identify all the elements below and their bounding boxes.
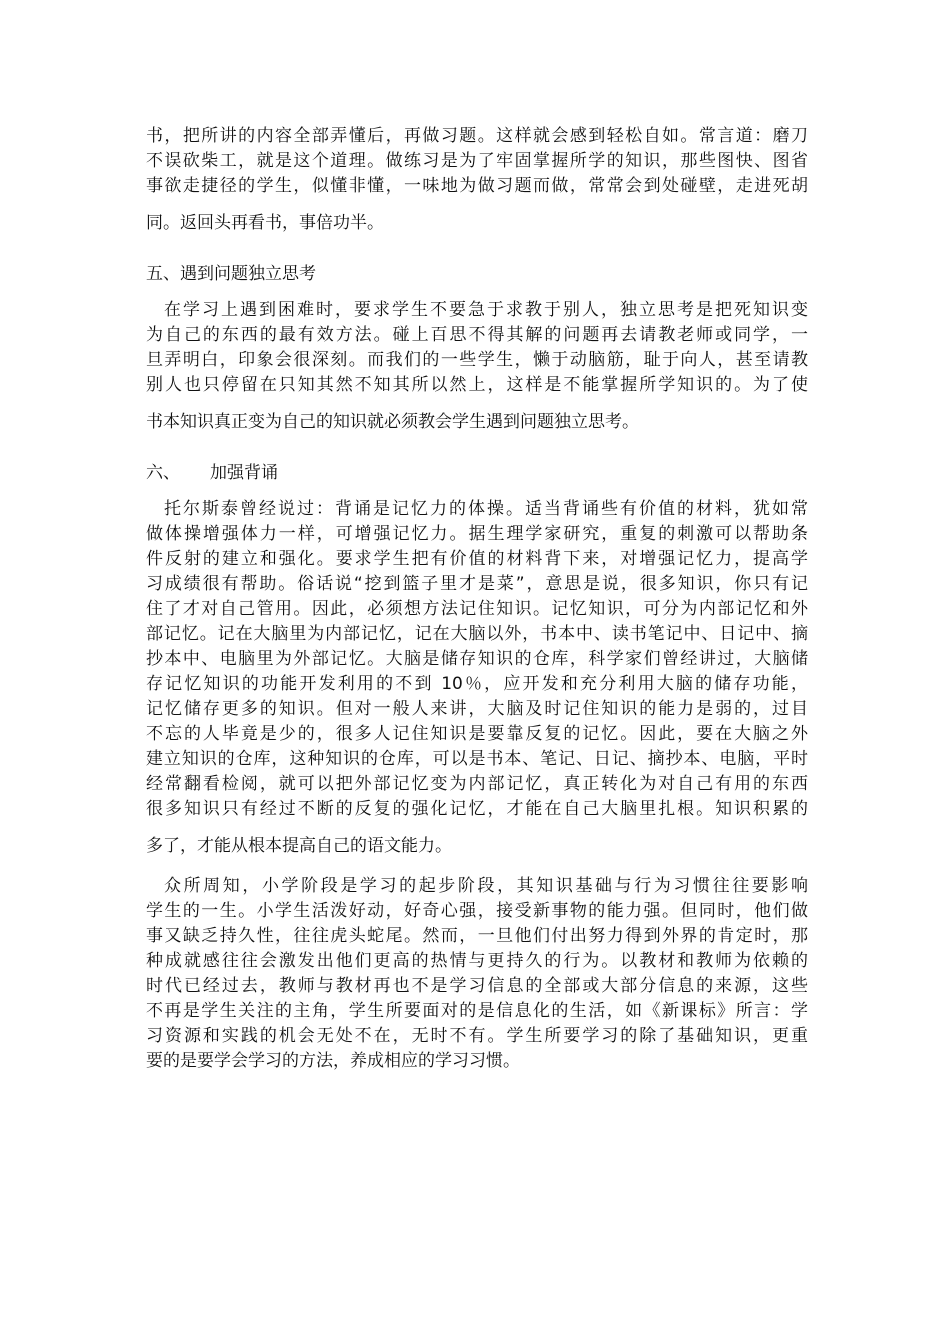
text-line: 书，把所讲的内容全部弄懂后，再做习题。这样就会感到轻松自如。常言道：磨刀 [146, 126, 808, 146]
text-line: 存记忆知识的功能开发利用的不到 10％，应开发和充分利用大脑的储存功能， [146, 674, 808, 694]
text-line: 建立知识的仓库，这种知识的仓库，可以是书本、笔记、日记、摘抄本、电脑，平时 [146, 749, 808, 769]
text-line: 部记忆。记在大脑里为内部记忆，记在大脑以外，书本中、读书笔记中、日记中、摘 [146, 624, 808, 644]
text-line: 为自己的东西的最有效方法。碰上百思不得其解的问题再去请教老师或同学，一 [146, 325, 808, 345]
text-line: 住了才对自己管用。因此，必须想方法记住知识。记忆知识，可分为内部记忆和外 [146, 599, 808, 619]
text-line: 件反射的建立和强化。要求学生把有价值的材料背下来，对增强记忆力，提高学 [146, 549, 808, 569]
text-line: 别人也只停留在只知其然不知其所以然上，这样是不能掌握所学知识的。为了使 [146, 375, 808, 395]
text-line: 同。返回头再看书，事倍功半。 [146, 213, 384, 233]
text-line: 旦弄明白，印象会很深刻。而我们的一些学生，懒于动脑筋，耻于向人，甚至请教 [146, 350, 808, 370]
text-line: 不误砍柴工，就是这个道理。做练习是为了牢固掌握所学的知识，那些图快、图省 [146, 151, 808, 171]
text-line: 经常翻看检阅，就可以把外部记忆变为内部记忆，真正转化为对自己有用的东西 [146, 774, 808, 794]
section-heading-5: 五、遇到问题独立思考 [146, 264, 316, 284]
text-line: 事又缺乏持久性，往往虎头蛇尾。然而，一旦他们付出努力得到外界的肯定时，那 [146, 926, 808, 946]
section-heading-6 [146, 461, 278, 485]
text-line: 习资源和实践的机会无处不在，无时不有。学生所要学习的除了基础知识，更重 [146, 1026, 808, 1046]
text-line: 习成绩很有帮助。俗话说“挖到篮子里才是菜”，意思是说，很多知识，你只有记 [146, 574, 808, 594]
text-line: 时代已经过去，教师与教材再也不是学习信息的全部或大部分信息的来源，这些 [146, 976, 808, 996]
text-line: 要的是要学会学习的方法，养成相应的学习习惯。 [146, 1051, 520, 1071]
text-line: 书本知识真正变为自己的知识就必须教会学生遇到问题独立思考。 [146, 412, 639, 432]
section-heading-title: 加强背诵 [210, 463, 278, 483]
text-line: 众所周知，小学阶段是学习的起步阶段，其知识基础与行为习惯往往要影响 [164, 876, 808, 896]
text-line: 学生的一生。小学生活泼好动，好奇心强，接受新事物的能力强。但同时，他们做 [146, 901, 808, 921]
text-line: 不再是学生关注的主角，学生所要面对的是信息化的生活，如《新课标》所言：学 [146, 1001, 808, 1021]
text-line: 事欲走捷径的学生，似懂非懂，一味地为做习题而做，常常会到处碰壁，走进死胡 [146, 176, 808, 196]
text-line: 抄本中、电脑里为外部记忆。大脑是储存知识的仓库，科学家们曾经讲过，大脑储 [146, 649, 808, 669]
text-line: 记忆储存更多的知识。但对一般人来讲，大脑及时记住知识的能力是弱的，过目 [146, 699, 808, 719]
text-line: 多了，才能从根本提高自己的语文能力。 [146, 836, 452, 856]
text-line: 做体操增强体力一样，可增强记忆力。据生理学家研究，重复的刺激可以帮助条 [146, 524, 808, 544]
text-line: 种成就感往往会激发出他们更高的热情与更持久的行为。以教材和教师为依赖的 [146, 951, 808, 971]
section-heading-number: 六、 [146, 463, 180, 483]
text-line: 不忘的人毕竟是少的，很多人记住知识是要靠反复的记忆。因此，要在大脑之外 [146, 724, 808, 744]
text-line: 托尔斯泰曾经说过：背诵是记忆力的体操。适当背诵些有价值的材料，犹如常 [164, 499, 808, 519]
text-line: 在学习上遇到困难时，要求学生不要急于求教于别人，独立思考是把死知识变 [164, 300, 808, 320]
text-line: 很多知识只有经过不断的反复的强化记忆，才能在自己大脑里扎根。知识积累的 [146, 799, 808, 819]
